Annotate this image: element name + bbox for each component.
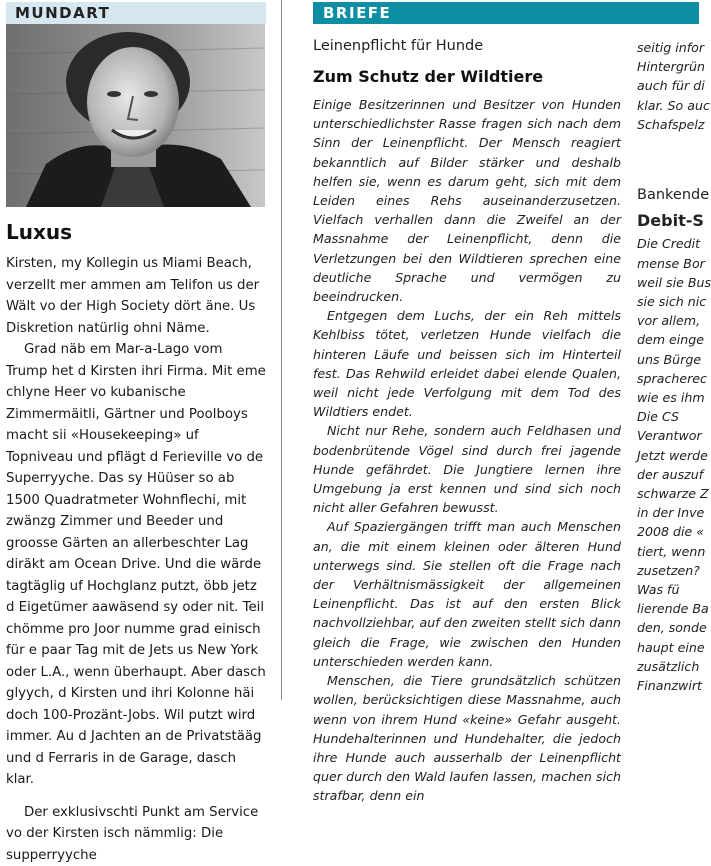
text-line: zusetzen? (637, 561, 699, 580)
text-line: Die Credit (637, 234, 699, 253)
author-portrait (6, 24, 265, 207)
text-line: Schafspelz (637, 115, 699, 134)
section-header-mundart (6, 2, 266, 24)
text-line: auch für di (637, 76, 699, 95)
text-line: weil sie Bus (637, 273, 699, 292)
letter-body (313, 95, 621, 806)
text-line: der auszuf (637, 465, 699, 484)
letter-kicker: Bankende (637, 186, 699, 205)
paragraph: Kirsten, my Kollegin us Miami Beach, verzellt mer ammen am Telifon us der Wält vo der High Society dört äne. Us Diskretion natürlig ohni Näme. (6, 253, 266, 339)
text-line: 2008 die « (637, 522, 699, 541)
text-line: seitig infor (637, 38, 699, 57)
portrait-photo (6, 24, 265, 207)
paragraph: Einige Besitzerinnen und Besitzer von Hunden unterschiedlichster Rasse fragen sich nach dem Sinn der Leinenpflicht. Der Mensch reagiert bekanntlich auf Bilder stärker und deshalb helfen sie, wenn es darum geht, sich mit dem Leiden eines Rehs auseinanderzusetzen. Vielfach verhallen dann die Zweifel an der Massnahme der Leinenpflicht, denn die Verletzungen bei den Wildtieren sprechen eine deutliche Sprache und vermögen zu beeindrucken. (313, 95, 621, 306)
text-line: zusätzlich (637, 657, 699, 676)
right-column-clipped (637, 38, 699, 700)
letter-title: Debit-S (637, 211, 699, 230)
letter-title: Zum Schutz der Wildtiere (313, 67, 543, 86)
text-line: spracherec (637, 369, 699, 388)
paragraph: Auf Spaziergängen trifft man auch Menschen an, die mit einem kleinen oder älteren Hund unterwegs sind. Sie stellen oft die Frage nach der Verhältnismässigkeit der allgemeinen Leinenpflicht. Das ist auf den ersten Blick nachvollziehbar, auf den zweiten stellt sich dann gleich die Frage, wie zwischen den Hunden unterschieden werden kann. (313, 517, 621, 671)
text-line: tiert, wenn (637, 542, 699, 561)
text-line: Verantwor (637, 426, 699, 445)
text-line: klar. So auc (637, 96, 699, 115)
text-line: vor allem, (637, 311, 699, 330)
text-line: lierende Ba (637, 599, 699, 618)
text-line: Jetzt werde (637, 446, 699, 465)
section-label: BRIEFE (323, 4, 391, 22)
section-header-briefe (313, 2, 699, 24)
paragraph: Grad näb em Mar-a-Lago vom Trump het d Kirsten ihri Firma. Mit eme chlyne Heer vo kubanische Zimmermäitli, Gärtner und Poolboys macht sii «Housekeeping» uf Topniveau und pflägt d Ferieville vo de Superryyche. Das sy Hüüser so ab 1500 Quadratmeter Wohnflechi, mit zwänzg Zimmer und Beeder und groosse Gärten an allerbeschter Lag diräkt am Ocean Drive. Und die wärde tagtäglig uf Hochglanz putzt, öbb jetz d Eigetümer aawäsend sy oder nit. Teil chömme pro Joor numme grad einisch für e paar Tag mit de Jets us New York oder L.A., wenn überhaupt. Aber dasch glyych, d Kirsten und ihri Kolonne häi doch 100-Prozänt-Jobs. Wil putzt wird immer. Au d Jachten an de Privatstääg und d Ferraris in de Garage, dasch klar. (6, 339, 266, 791)
text-line: in der Inve (637, 503, 699, 522)
paragraph: Der exklusivschti Punkt am Service vo der Kirsten isch nämmlig: Die supperryyche (6, 802, 266, 866)
text-line: uns Bürge (637, 350, 699, 369)
paragraph: Nicht nur Rehe, sondern auch Feldhasen und bodenbrütende Vögel sind durch frei jagende Hunde gefährdet. Die Jungtiere lernen ihre Umgebung ja erst kennen und sind sich noch nicht aller Gefahren bewusst. (313, 421, 621, 517)
text-line: sie sich nic (637, 292, 699, 311)
section-label: MUNDART (15, 4, 110, 22)
paragraph: Menschen, die Tiere grundsätzlich schützen wollen, berücksichtigen diese Massnahme, auch wenn von ihrem Hund «keine» Gefahr ausgeht. Hundehalterinnen und Hundehalter, die jedoch ihre Hunde auch ausserhalb der Leinenpflicht quer durch den Wald laufen lassen, machen sich strafbar, denn ein (313, 671, 621, 805)
text-line: Die CS (637, 407, 699, 426)
text-line: Hintergrün (637, 57, 699, 76)
text-line: Finanzwirt (637, 676, 699, 695)
text-line: den, sonde (637, 618, 699, 637)
column-divider (281, 0, 282, 700)
article-title: Luxus (6, 220, 72, 244)
text-line: haupt eine (637, 638, 699, 657)
article-body (6, 253, 266, 866)
paragraph: Entgegen dem Luchs, der ein Reh mittels Kehlbiss tötet, verletzen Hunde vielfach die hinteren Läufe und beissen sich im Hinterteil fest. Das Rehwild erleidet dabei elende Qualen, weil nicht jede Verfolgung mit dem Tod des Wildtiers endet. (313, 306, 621, 421)
text-line: mense Bor (637, 254, 699, 273)
mundart-column (0, 0, 270, 700)
text-line: wie es ihm (637, 388, 699, 407)
letter-kicker: Leinenpflicht für Hunde (313, 38, 483, 54)
text-line: dem einge (637, 330, 699, 349)
text-line: Was fü (637, 580, 699, 599)
text-line: schwarze Z (637, 484, 699, 503)
